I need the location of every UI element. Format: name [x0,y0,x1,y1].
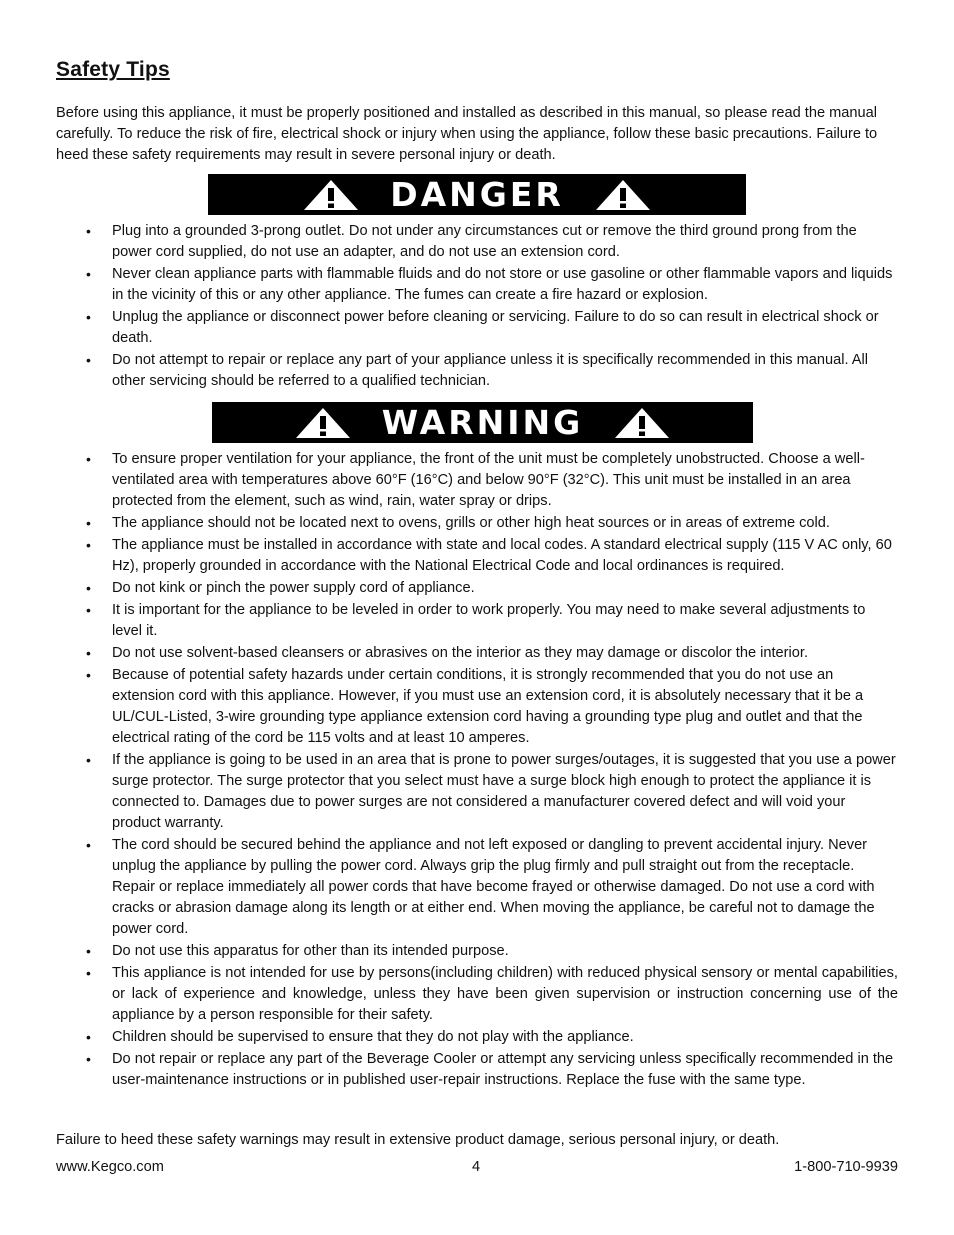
list-item: • Do not use this apparatus for other than its intended purpose. [112,941,898,962]
warning-list [112,449,898,1092]
list-item: • Do not kink or pinch the power supply cord of appliance. [112,578,898,599]
footer-phone: 1-800-710-9939 [794,1159,898,1175]
list-item: • Plug into a grounded 3-prong outlet. Do not under any circumstances cut or remove the third ground prong from the power cord supplied, do not use an adapter, and do not use an extension cord. [112,221,898,263]
warning-triangle-icon [294,406,352,440]
list-item: • This appliance is not intended for use by persons(including children) with reduced physical sensory or mental capabilities, or lack of experience and knowledge, unless they have been given supervision or instruction concerning use of the appliance by a person responsible for their safety. [112,963,898,1026]
list-item: • Because of potential safety hazards under certain conditions, it is strongly recommended that you do not use an extension cord with this appliance. However, if you must use an extension cord, it is absolutely necessary that it be a UL/CUL-Listed, 3-wire grounding type appliance extension cord having a grounding type plug and outlet and that the electrical rating of the cord be 115 volts and at least 10 amperes. [112,665,898,749]
danger-banner [208,174,746,215]
danger-list [112,221,898,393]
footer-page-number: 4 [472,1159,481,1175]
footer-website: www.Kegco.com [56,1159,164,1175]
list-item: • Never clean appliance parts with flammable fluids and do not store or use gasoline or other flammable vapors and liquids in the vicinity of this or any other appliance. The fumes can create a fire hazard or explosion. [112,264,898,306]
list-item: • Do not use solvent-based cleansers or abrasives on the interior as they may damage or discolor the interior. [112,643,898,664]
list-item: • The appliance should not be located next to ovens, grills or other high heat sources or in areas of extreme cold. [112,513,898,534]
list-item: • Unplug the appliance or disconnect power before cleaning or servicing. Failure to do so can result in electrical shock or death. [112,307,898,349]
list-item: • Do not attempt to repair or replace any part of your appliance unless it is specifically recommended in this manual. All other servicing should be referred to a qualified technician. [112,350,898,392]
list-item: • It is important for the appliance to be leveled in order to work properly. You may need to make several adjustments to level it. [112,600,898,642]
warning-label: WARNING [381,403,584,442]
intro-paragraph: Before using this appliance, it must be properly positioned and installed as described in this manual, so please read the manual carefully. To reduce the risk of fire, electrical shock or injury when using the appliance, follow these basic precautions. Failure to heed these safety requirements may result in severe personal injury or death. [56,105,878,163]
list-item: • The appliance must be installed in accordance with state and local codes. A standard electrical supply (115 V AC only, 60 Hz), properly grounded in accordance with the National Electrical Code and local ordinances is required. [112,535,898,577]
list-item: • The cord should be secured behind the appliance and not left exposed or dangling to prevent accidental injury. Never unplug the appliance by pulling the power cord. Always grip the plug firmly and pull straight out from the receptacle. Repair or replace immediately all power cords that have become frayed or otherwise damaged. Do not use a cord with cracks or abrasion damage along its length or at either end. When moving the appliance, be careful not to damage the power cord. [112,835,898,940]
warning-banner [212,402,753,443]
list-item: • To ensure proper ventilation for your appliance, the front of the unit must be completely unobstructed. Choose a well-ventilated area with temperatures above 60°F (16°C) and below 90°F (32°C). This unit must be installed in an area protected from the element, such as wind, rain, water spray or drips. [112,449,898,512]
list-item: • Children should be supervised to ensure that they do not play with the appliance. [112,1027,898,1048]
warning-triangle-icon [613,406,671,440]
warning-triangle-icon [594,178,652,212]
warning-triangle-icon [302,178,360,212]
list-item: • Do not repair or replace any part of the Beverage Cooler or attempt any servicing unless specifically recommended in the user-maintenance instructions or in published user-repair instructions. Replace the fuse with the same type. [112,1049,898,1091]
closing-statement: Failure to heed these safety warnings may result in extensive product damage, serious personal injury, or death. [56,1132,780,1148]
page-title: Safety Tips [56,58,170,81]
danger-label: DANGER [390,175,564,214]
page-footer [56,1157,898,1178]
list-item: • If the appliance is going to be used in an area that is prone to power surges/outages, it is suggested that you use a power surge protector. The surge protector that you select must have a surge block high enough to protect the appliance it is connected to. Damages due to power surges are not considered a manufacturer covered defect and will void your product warranty. [112,750,898,834]
